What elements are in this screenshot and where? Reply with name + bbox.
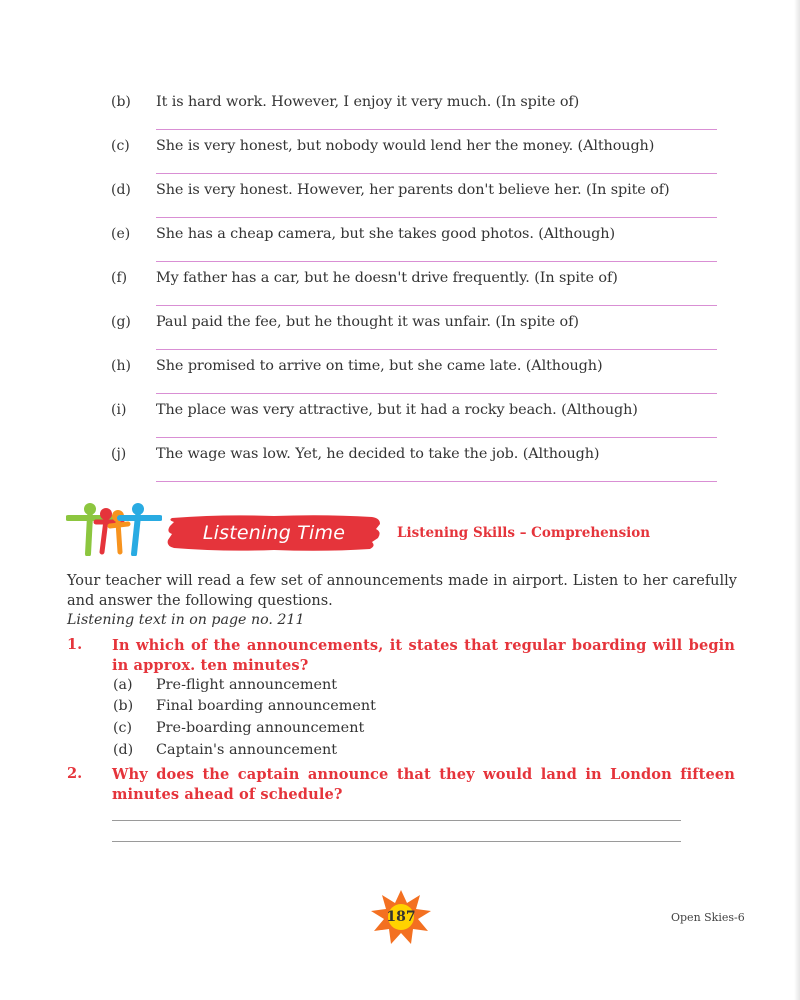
banner-title: Listening Time <box>202 522 346 544</box>
option-letter: (d) <box>113 742 134 758</box>
exercise-item <box>0 400 800 444</box>
book-title: Open Skies-6 <box>671 911 745 924</box>
option-text[interactable]: Captain's announcement <box>156 742 338 758</box>
item-letter: (h) <box>111 358 131 374</box>
children-group-icon <box>66 500 162 556</box>
item-letter: (b) <box>111 94 131 110</box>
page-number: 187 <box>386 909 416 925</box>
option-letter: (b) <box>113 698 134 714</box>
item-sentence: Paul paid the fee, but he thought it was unfair. (In spite of) <box>156 314 579 330</box>
answer-line[interactable] <box>156 217 717 218</box>
answer-line[interactable] <box>156 173 717 174</box>
listening-reference: Listening text in on page no. 211 <box>67 612 305 628</box>
item-letter: (d) <box>111 182 131 198</box>
exercise-item <box>0 312 800 356</box>
option-text[interactable]: Pre-boarding announcement <box>156 720 365 736</box>
exercise-item <box>0 268 800 312</box>
item-sentence: It is hard work. However, I enjoy it very much. (In spite of) <box>156 94 580 110</box>
option-text[interactable]: Final boarding announcement <box>156 698 376 714</box>
exercise-item <box>0 224 800 268</box>
instructions-paragraph: Your teacher will read a few set of announcements made in airport. Listen to her carefully and answer the following questions. <box>67 573 737 609</box>
exercise-item <box>0 444 800 488</box>
item-sentence: She is very honest, but nobody would lend her the money. (Although) <box>156 138 655 154</box>
item-sentence: She has a cheap camera, but she takes good photos. (Although) <box>156 226 615 242</box>
exercise-item <box>0 356 800 400</box>
answer-line[interactable] <box>156 437 717 438</box>
exercise-item <box>0 136 800 180</box>
answer-line[interactable] <box>156 481 717 482</box>
item-letter: (g) <box>111 314 131 330</box>
answer-line[interactable] <box>156 393 717 394</box>
item-letter: (c) <box>111 138 130 154</box>
answer-line[interactable] <box>112 820 681 821</box>
option-letter: (c) <box>113 720 133 736</box>
item-letter: (i) <box>111 402 127 418</box>
question-number: 1. <box>67 636 83 653</box>
item-sentence: The wage was low. Yet, he decided to take the job. (Although) <box>156 446 600 462</box>
item-letter: (j) <box>111 446 127 462</box>
answer-line[interactable] <box>156 261 717 262</box>
exercise-item <box>0 180 800 224</box>
exercise-item <box>0 92 800 136</box>
skills-heading: Listening Skills – Comprehension <box>397 525 651 541</box>
question-number: 2. <box>67 765 83 782</box>
option-text[interactable]: Pre-flight announcement <box>156 677 338 693</box>
question-text: Why does the captain announce that they would land in London fifteen minutes ahead of schedule? <box>112 766 735 803</box>
answer-line[interactable] <box>112 841 681 842</box>
answer-line[interactable] <box>156 129 717 130</box>
option-letter: (a) <box>113 677 133 693</box>
answer-line[interactable] <box>156 349 717 350</box>
item-sentence: She is very honest. However, her parents don't believe her. (In spite of) <box>156 182 670 198</box>
answer-line[interactable] <box>156 305 717 306</box>
exercise-list <box>0 92 800 488</box>
item-letter: (f) <box>111 270 128 286</box>
item-sentence: My father has a car, but he doesn't drive frequently. (In spite of) <box>156 270 618 286</box>
question-text: In which of the announcements, it states that regular boarding will begin in approx. ten minutes? <box>112 637 735 674</box>
item-letter: (e) <box>111 226 131 242</box>
item-sentence: The place was very attractive, but it had a rocky beach. (Although) <box>156 402 638 418</box>
item-sentence: She promised to arrive on time, but she came late. (Although) <box>156 358 603 374</box>
